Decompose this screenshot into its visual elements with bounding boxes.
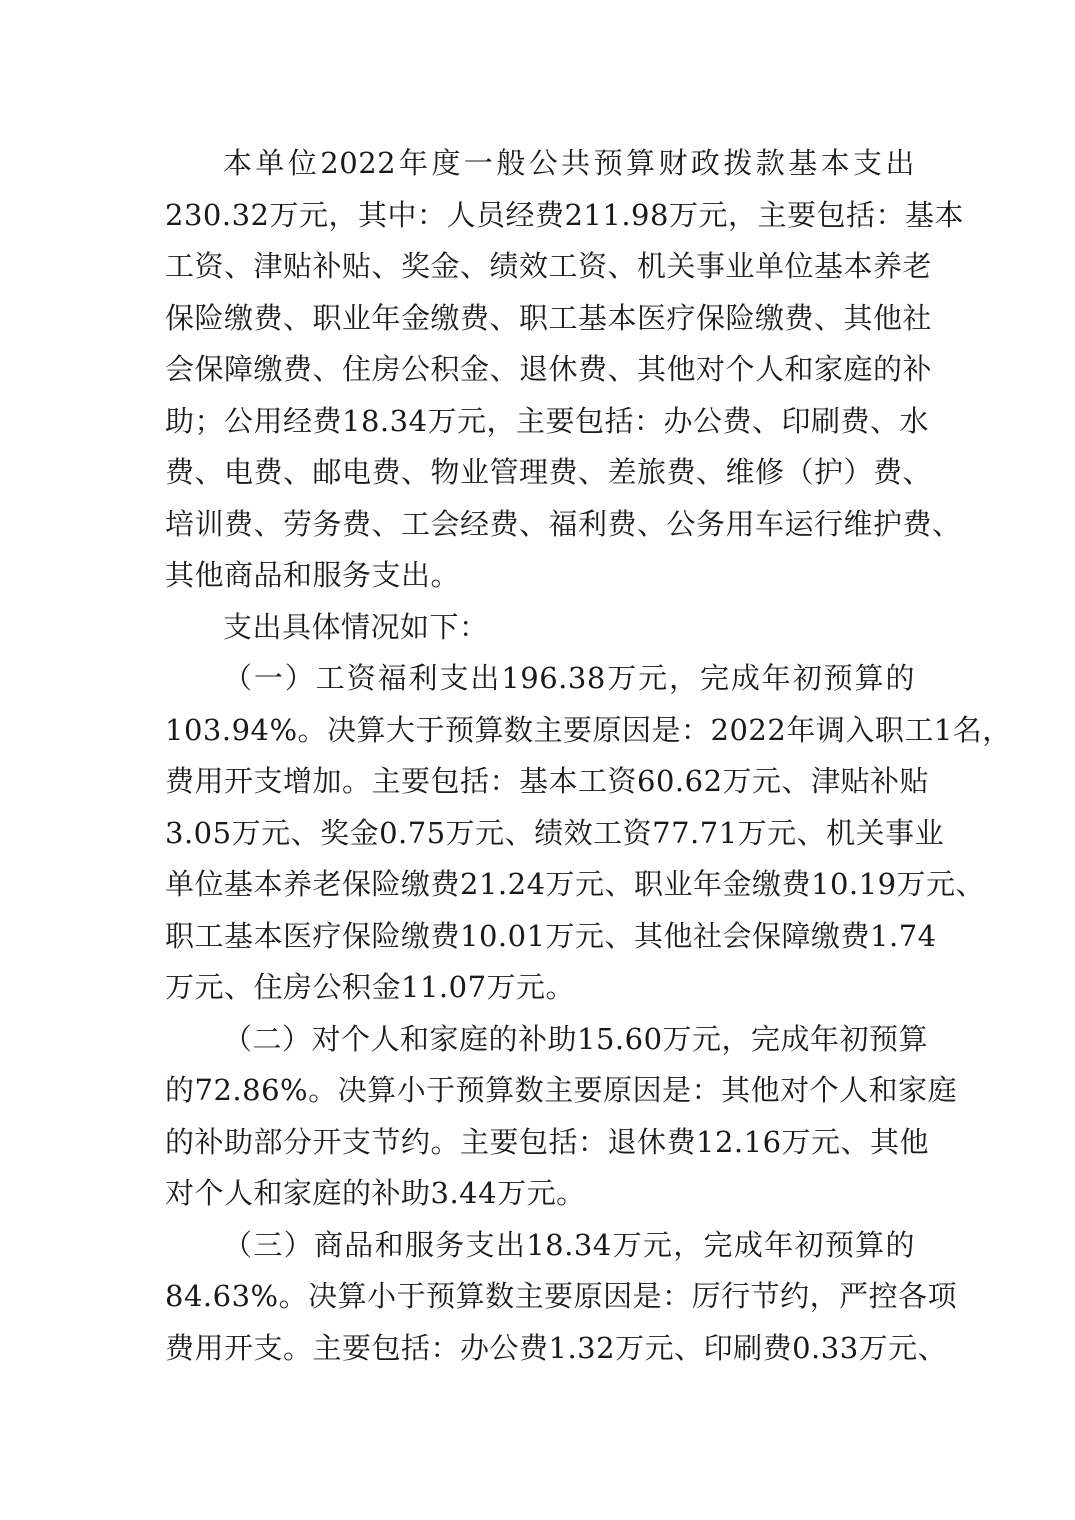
paragraph-1-line-3: 工资、津贴补贴、奖金、绩效工资、机关事业单位基本养老	[165, 249, 933, 283]
paragraph-3-line-7: 万元、住房公积金11.07万元。	[165, 970, 576, 1004]
paragraph-1-line-5: 会保障缴费、住房公积金、退休费、其他对个人和家庭的补	[165, 352, 933, 386]
paragraph-3-line-5: 单位基本养老保险缴费21.24万元、职业年金缴费10.19万元、	[165, 867, 986, 901]
paragraph-2-line-1: 支出具体情况如下：	[223, 609, 489, 644]
paragraph-3-line-1: （一）工资福利支出196.38万元，完成年初预算的	[223, 661, 915, 695]
paragraph-5-line-3: 费用开支。主要包括：办公费1.32万元、印刷费0.33万元、	[165, 1330, 948, 1365]
paragraph-3-line-2: 103.94%。决算大于预算数主要原因是：2022年调入职工1名，	[165, 712, 1012, 747]
paragraph-4-line-4: 对个人和家庭的补助3.44万元。	[165, 1176, 586, 1210]
paragraph-3-line-6: 职工基本医疗保险缴费10.01万元、其他社会保障缴费1.74	[165, 918, 937, 953]
paragraph-4-line-2: 的72.86%。决算小于预算数主要原因是：其他对个人和家庭	[165, 1073, 958, 1107]
paragraph-4-line-3: 的补助部分开支节约。主要包括：退休费12.16万元、其他	[165, 1124, 930, 1159]
paragraph-3-line-4: 3.05万元、奖金0.75万元、绩效工资77.71万元、机关事业	[165, 815, 945, 850]
paragraph-1-line-2: 230.32万元，其中：人员经费211.98万元，主要包括：基本	[165, 197, 964, 232]
paragraph-1-line-9: 其他商品和服务支出。	[165, 558, 461, 592]
body-text	[165, 138, 1012, 1374]
paragraph-5-line-2: 84.63%。决算小于预算数主要原因是：厉行节约，严控各项	[165, 1279, 958, 1313]
paragraph-1-line-8: 培训费、劳务费、工会经费、福利费、公务用车运行维护费、	[165, 506, 962, 541]
paragraph-4-line-1: （二）对个人和家庭的补助15.60万元，完成年初预算	[223, 1021, 929, 1056]
paragraph-1-line-6: 助；公用经费18.34万元，主要包括：办公费、印刷费、水	[165, 403, 930, 438]
paragraph-1-line-7: 费、电费、邮电费、物业管理费、差旅费、维修（护）费、	[165, 455, 933, 489]
paragraph-1-line-4: 保险缴费、职业年金缴费、职工基本医疗保险缴费、其他社	[165, 300, 933, 335]
paragraph-5-line-1: （三）商品和服务支出18.34万元，完成年初预算的	[223, 1227, 915, 1262]
paragraph-3-line-3: 费用开支增加。主要包括：基本工资60.62万元、津贴补贴	[165, 764, 930, 798]
paragraph-1-line-1: 本单位2022年度一般公共预算财政拨款基本支出	[223, 146, 915, 180]
